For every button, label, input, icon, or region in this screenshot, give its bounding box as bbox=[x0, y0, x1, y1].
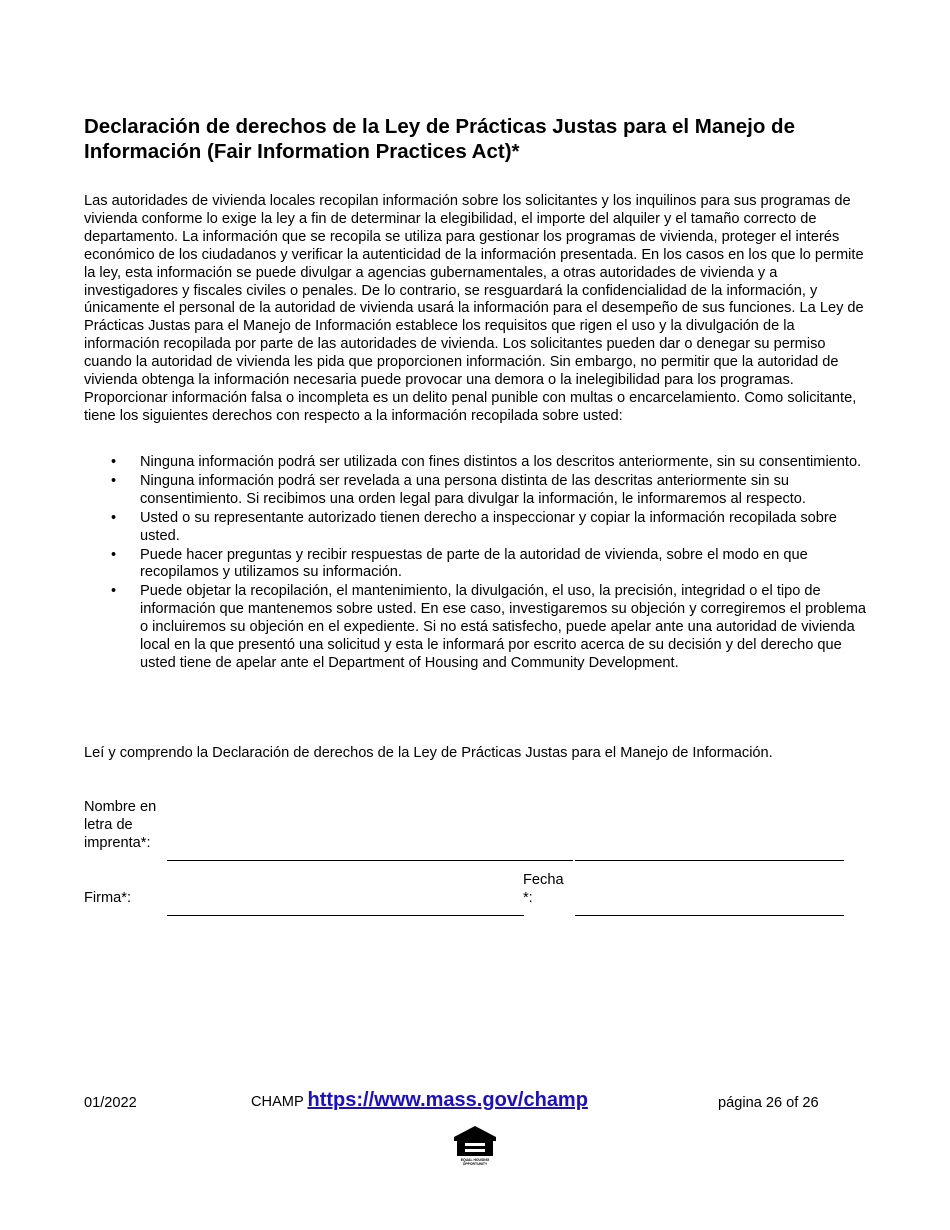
logo-text-line-2: OPPORTUNITY bbox=[462, 1162, 488, 1166]
list-item: • Ninguna información podrá ser utilizada con fines distintos a los descritos anteriormente, sin su consentimiento. bbox=[111, 454, 862, 470]
logo-text-line-1: EQUAL HOUSING bbox=[460, 1158, 490, 1162]
printed-name-field[interactable] bbox=[167, 860, 573, 861]
date-field[interactable] bbox=[575, 915, 844, 916]
bullet-icon: • bbox=[111, 583, 117, 600]
list-item: • Puede hacer preguntas y recibir respuestas de parte de la autoridad de vivienda, sobre el modo en que recopilamos y utilizamos su información. bbox=[111, 546, 808, 581]
intro-paragraph: Las autoridades de vivienda locales recopilan información sobre los solicitantes y los inquilinos para sus programas de vivienda conforme lo exige la ley a fin de determinar la elegibilidad, el importe del alquiler y el tamaño correcto de departamento. La información que se recopila se utiliza para gestionar los programas de vivienda, proteger el interés económico de los ciudadanos y verificar la autenticidad de la información presentada. En los casos en los que lo permite la ley, esta información se puede divulgar a agencias gubernamentales, a otras autoridades de vivienda y a investigadores y fiscales civiles o penales. De lo contrario, se resguardará la confidencialidad de la información, y únicamente el personal de la autoridad de vivienda usará la información para el desempeño de sus funciones. La Ley de Prácticas Justas para el Manejo de Información establece los requisitos que rigen el uso y la divulgación de la información recopilada por parte de las autoridades de vivienda. Los solicitantes pueden dar o denegar su permiso cuando la autoridad de vivienda les pida que proporcionen información. Sin embargo, no permitir que la autoridad de vivienda obtenga la información necesaria puede provocar una demora o la inelegibilidad para los programas. Proporcionar información falsa o incompleta es un delito penal punible con multas o encarcelamiento. Como solicitante, tiene los siguientes derechos con respecto a la información recopilada sobre usted: bbox=[84, 193, 864, 424]
printed-name-label: Nombre en letra de imprenta*: bbox=[84, 799, 157, 851]
equal-housing-opportunity-icon bbox=[451, 1124, 499, 1166]
footer-program bbox=[251, 1089, 588, 1112]
bullet-icon: • bbox=[111, 472, 117, 489]
program-name: CHAMP bbox=[251, 1094, 304, 1110]
bullet-icon: • bbox=[111, 454, 117, 470]
signature-field[interactable] bbox=[167, 915, 524, 916]
champ-link[interactable]: https://www.mass.gov/champ bbox=[307, 1089, 588, 1111]
date-label: Fecha *: bbox=[523, 872, 564, 906]
revision-date: 01/2022 bbox=[84, 1095, 137, 1111]
signature-label: Firma*: bbox=[84, 890, 132, 906]
printed-name-field-extension[interactable] bbox=[575, 860, 844, 861]
bullet-icon: • bbox=[111, 509, 117, 526]
list-item: • Puede objetar la recopilación, el mantenimiento, la divulgación, el uso, la precisión, integridad o el tipo de información que mantenemos sobre usted. En ese caso, investigaremos su objeción y corregiremos el problema o incluiremos su objeción en el expediente. Si no está satisfecho, puede apelar ante una autoridad de vivienda local en la que presentó una solicitud y esta le informará por escrito acerca de su decisión y del derecho que usted tiene de apelar ante el Department of Housing and Community Development. bbox=[111, 583, 867, 671]
rights-list bbox=[84, 454, 874, 674]
page-title: Declaración de derechos de la Ley de Prácticas Justas para el Manejo de Información (Fair Information Practices Act)* bbox=[84, 115, 795, 163]
bullet-icon: • bbox=[111, 546, 117, 563]
acknowledgment-statement: Leí y comprendo la Declaración de derechos de la Ley de Prácticas Justas para el Manejo de Información. bbox=[84, 745, 773, 761]
page-number: página 26 of 26 bbox=[718, 1095, 819, 1111]
list-item: • Ninguna información podrá ser revelada a una persona distinta de las descritas anteriormente sin su consentimiento. Si recibimos una orden legal para divulgar la información, le informaremos al respecto. bbox=[111, 472, 806, 507]
list-item: • Usted o su representante autorizado tienen derecho a inspeccionar y copiar la información recopilada sobre usted. bbox=[111, 509, 837, 544]
